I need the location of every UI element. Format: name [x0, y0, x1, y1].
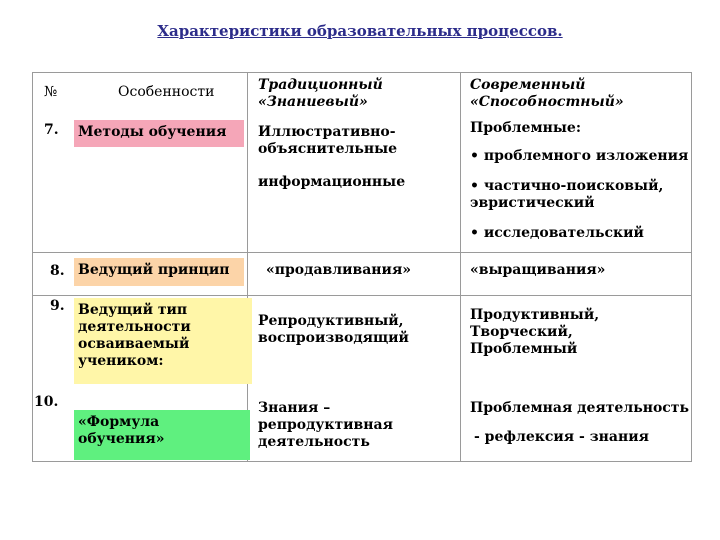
processes-table	[32, 72, 692, 462]
table-border-left	[32, 72, 33, 462]
header-traditional: Традиционный «Знаниевый»	[258, 77, 383, 110]
traditional-formula: Знания – репродуктивная деятельность	[258, 400, 393, 450]
row-divider-8	[32, 252, 692, 253]
row-number: 8.	[50, 263, 65, 279]
row-number: 10.	[34, 394, 59, 410]
feature-cell-principle: Ведущий принцип	[74, 258, 244, 286]
header-features: Особенности	[118, 84, 215, 100]
row-number: 9.	[50, 298, 65, 314]
feature-cell-methods: Методы обучения	[74, 120, 244, 147]
feature-cell-activity: Ведущий тип деятельности осваиваемый учеником:	[74, 298, 252, 384]
modern-principle: «выращивания»	[470, 262, 606, 278]
modern-method-3: • частично-поисковый, эвристический	[470, 178, 664, 211]
table-border-bottom	[32, 461, 692, 462]
modern-activity: Продуктивный, Творческий, Проблемный	[470, 307, 600, 357]
feature-cell-formula: «Формула обучения»	[74, 410, 250, 460]
table-divider-1	[247, 72, 248, 462]
traditional-method-2: информационные	[258, 174, 406, 190]
header-modern: Современный «Способностный»	[470, 77, 624, 110]
page-title: Характеристики образовательных процессов.	[157, 22, 563, 40]
row-number: 7.	[44, 122, 59, 138]
table-divider-2	[460, 72, 461, 462]
header-num: №	[44, 84, 58, 100]
traditional-activity: Репродуктивный, воспроизводящий	[258, 313, 409, 346]
traditional-method-1: Иллюстративно-объяснительные	[258, 124, 398, 157]
modern-method-4: • исследовательский	[470, 225, 644, 241]
modern-formula-2: - рефлексия - знания	[474, 429, 649, 445]
modern-method-1: Проблемные:	[470, 120, 581, 136]
table-border-right	[691, 72, 692, 462]
modern-formula-1: Проблемная деятельность	[470, 400, 689, 416]
modern-method-2: • проблемного изложения	[470, 148, 689, 164]
table-border-top	[32, 72, 692, 73]
row-divider-9	[32, 295, 692, 296]
traditional-principle: «продавливания»	[266, 262, 412, 278]
